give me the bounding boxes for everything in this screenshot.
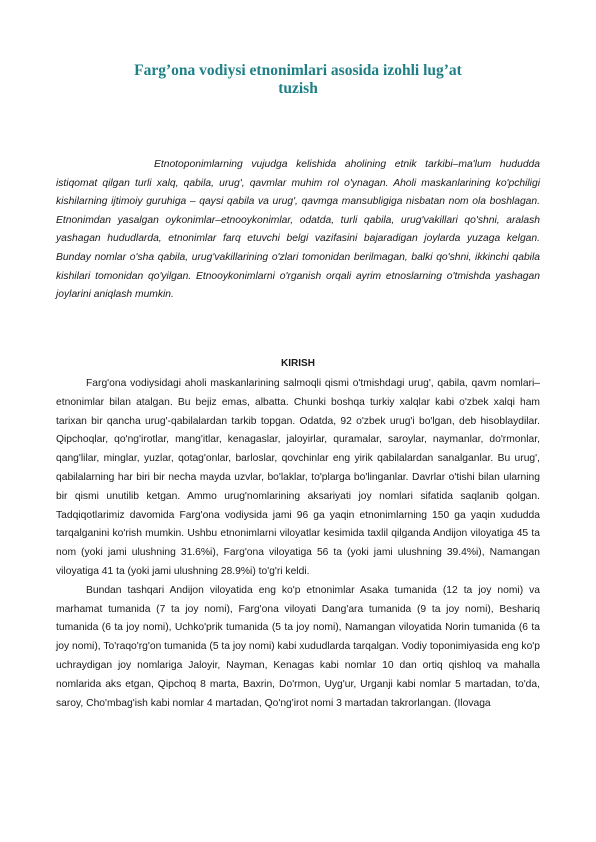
abstract-paragraph: Etnotoponimlarning vujudga kelishida aholining etnik tarkibi–ma'lum hududda istiqomat qilgan turli xalq, qabila, urug', qavmlar muhim rol o'ynagan. Aholi maskanlarining ko'pchiligi kishilarning ijtimoiy guruhiga – qaysi qabila va urug', qavmga mansubligiga nisbatan nom ola boshlagan. Etnonimdan yasalgan oykonimlar–etnooykonimlar, odatda, turli qabila, urug'vakillari qo'shni, aralash yashagan hududlarda, etnonimlar farq etuvchi belgi vazifasini bajaradigan joylarda yuzaga kelgan. Bunday nomlar o'sha qabila, urug'vakillarining o'zlari tomonidan berilmagan, balki qo'shni, ikkinchi qabila kishilari tomonidan qo'yilgan. Etnooykonimlarni o'rganish orqali ayrim etnoslarning o'tmishda yashagan joylarini aniqlash mumkin. bbox=[56, 159, 540, 301]
body-paragraph: Farg'ona vodiysidagi aholi maskanlarining salmoqli qismi o'tmishdagi urug', qabila, qavm nomlari–etnonimlar bilan atalgan. Bu bejiz emas, albatta. Chunki boshqa turkiy xalqlar kabi o'zbek xalqi ham tarixan bir qancha urug'-qabilalardan tarkib topgan. Odatda, 92 o'zbek urug'i bo'lgan, deb hisoblaydilar. Qipchoqlar, qo'ng'irotlar, mang'itlar, kenagaslar, jaloyirlar, quramalar, saroylar, naymanlar, do'rmonlar, qang'lilar, minglar, yuzlar, qotag'onlar, barloslar, qovchinlar eng yirik qabilalardan sanalganlar. Bu urug', qabilalarning har biri bir necha mayda uzvlar, bo'laklar, to'plarga bo'linganlar. Davrlar o'tishi bilan ularning bir qismi unutilib ketgan. Ammo urug'nomlarining aksariyati joy nomlari sifatida saqlanib qolgan. Tadqiqotlarimiz davomida Farg'ona vodiysida jami 96 ga yaqin etnonimlarning 150 ga yaqin xududda tarqalganini ko'rish mumkin. Ushbu etnonimlarni viloyatlar kesimida taxlil qilganda Andijon viloyatiga 45 ta nom (yoki jami ulushning 31.6%i), Farg'ona viloyatiga 56 ta (yoki jami ulushning 39.4%i), Namangan viloyatiga 41 ta (yoki jami ulushning 28.9%i) to'g'ri keldi. bbox=[56, 378, 540, 577]
title-line-1: Farg’ona vodiysi etnonimlari asosida izohli lug’at bbox=[134, 62, 462, 79]
title-line-2: tuzish bbox=[278, 80, 318, 97]
page-title bbox=[90, 62, 506, 98]
body-paragraph: Bundan tashqari Andijon viloyatida eng ko'p etnonimlar Asaka tumanida (12 ta joy nomi) va marhamat tumanida (7 ta joy nomi), Farg'ona viloyati Dang'ara tumanida (9 ta joy nomi), Beshariq tumanida (6 ta joy nomi), Uchko'prik tumanida (5 ta joy nomi), Namangan viloyatida Norin tumanida (6 ta joy nomi), To'raqo'rg'on tumanida (5 ta joy nomi) kabi xududlarda tarqalgan. Vodiy toponimiyasida eng ko'p uchraydigan joy nomlariga Jaloyir, Nayman, Kenagas kabi nomlar 10 dan ortiq qishloq va mahalla nomlarida aks etgan, Qipchoq 8 marta, Baxrin, Do'rmon, Uyg'ur, Urganji kabi nomlar 5 martadan, to'da, saroy, Cho'mbag'ish kabi nomlar 4 martadan, Qo'ng'irot nomi 3 martadan takrorlangan. (Ilovaga bbox=[56, 584, 540, 709]
section-heading: KIRISH bbox=[281, 358, 315, 369]
body-text bbox=[56, 375, 540, 713]
